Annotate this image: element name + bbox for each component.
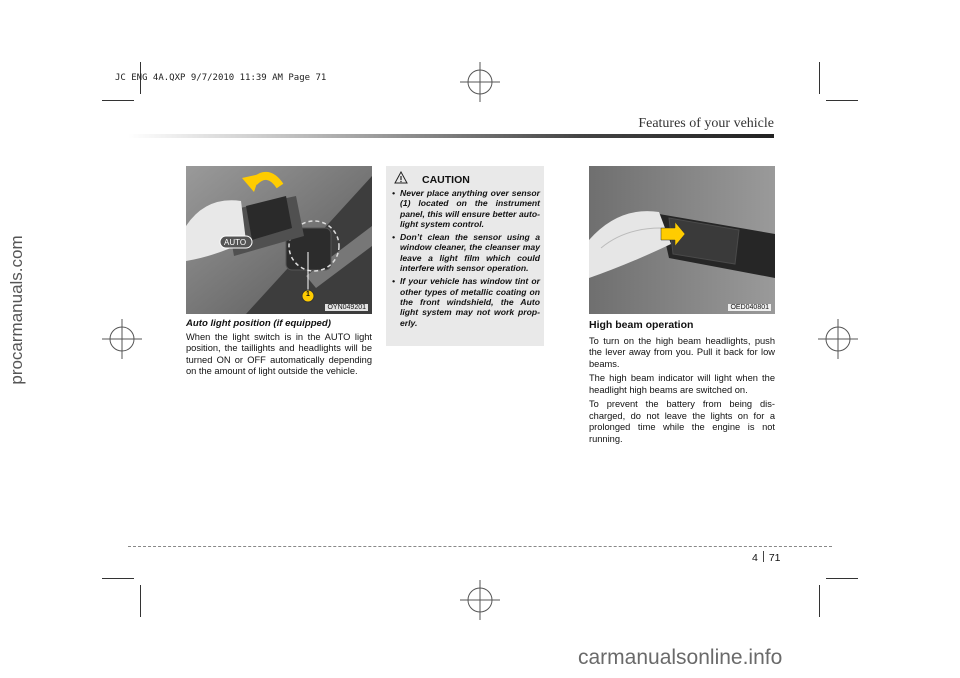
- registration-mark-left: [102, 319, 142, 359]
- page-number-value: 71: [768, 552, 781, 564]
- auto-position-label: AUTO: [224, 238, 247, 247]
- caution-item: • Don’t clean the sensor using a window cleaner, the cleanser may leave a light film which could interfere with sensor operation.: [392, 232, 540, 274]
- sensor-callout-number: 1: [306, 291, 310, 298]
- figure-code: OYN049201: [327, 304, 366, 311]
- body-paragraph: When the light switch is in the AUTO light position, the taillights and headlights will be turned ON or OFF automatically depending on the amount of light outside the vehicle.: [186, 331, 372, 376]
- figure-caption: Auto light position (if equipped): [186, 318, 331, 329]
- footer-rule: [128, 546, 832, 547]
- high-beam-heading: High beam operation: [589, 319, 694, 331]
- caution-item: • If your vehicle has window tint or other types of metallic coating on the front windshield, the Auto light system may not work prop-erly.: [392, 276, 540, 328]
- high-beam-illustration: [589, 166, 775, 314]
- header-rule: [128, 134, 774, 138]
- page-number: [752, 551, 781, 564]
- auto-light-illustration: [186, 166, 372, 314]
- caution-list: [392, 188, 540, 331]
- left-column-text: [186, 318, 372, 381]
- auto-light-figure: [186, 166, 372, 314]
- caution-box: [386, 166, 544, 346]
- caution-title: CAUTION: [422, 174, 470, 186]
- registration-mark-bottom: [460, 580, 500, 620]
- caution-item: • Never place anything over sensor (1) located on the instrument panel, this will ensure better auto-light system control.: [392, 188, 540, 229]
- chapter-number: 4: [752, 552, 758, 564]
- side-watermark: procarmanuals.com: [7, 235, 26, 385]
- bottom-watermark: carmanualsonline.info: [578, 646, 783, 669]
- section-title: Features of your vehicle: [638, 116, 774, 131]
- registration-mark-right: [818, 319, 858, 359]
- print-slug: JC ENG 4A.QXP 9/7/2010 11:39 AM Page 71: [115, 73, 327, 83]
- body-paragraph: To turn on the high beam headlights, push the lever away from you. Pull it back for low beams.: [589, 335, 775, 369]
- figure-code: OED040801: [730, 304, 769, 311]
- body-paragraph: The high beam indicator will light when the headlight high beams are switched on.: [589, 373, 775, 395]
- warning-icon: [394, 171, 408, 184]
- registration-mark-top: [460, 62, 500, 102]
- high-beam-figure: [589, 166, 775, 314]
- body-paragraph: To prevent the battery from being dis-charged, do not leave the lights on for a prolonged time while the engine is not running.: [589, 399, 775, 444]
- right-column-text: [589, 316, 775, 448]
